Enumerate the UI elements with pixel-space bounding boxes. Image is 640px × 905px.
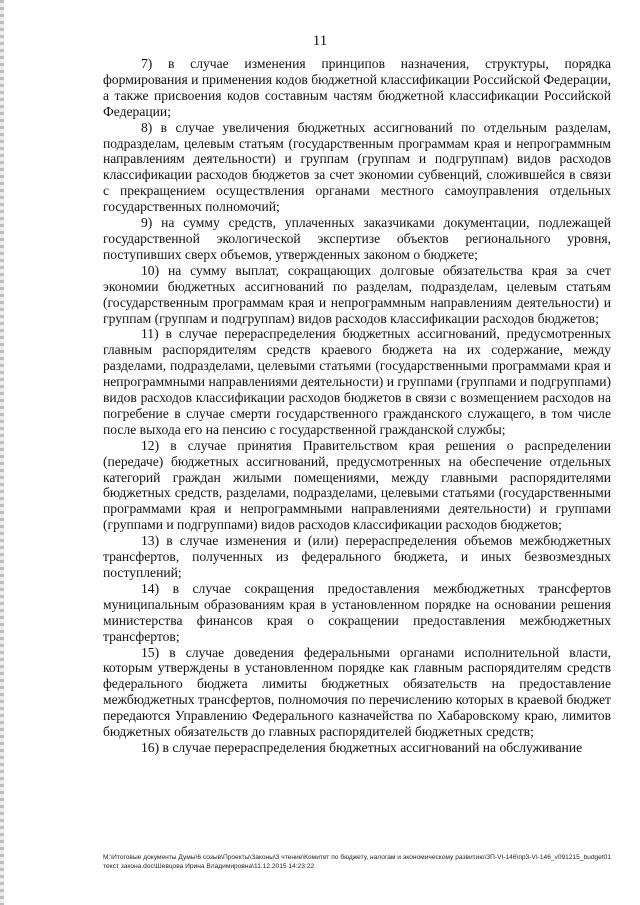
paragraph-item-10: 10) на сумму выплат, сокращающих долговые обязательства края за счет экономии бюджетных ассигнований по разделам, подразделам, целевым статьям (государственным программам края и непрограммным направлениям деятельности) и группам (группам и подгруппам) видов расходов классификации расходов бюджетов; bbox=[103, 262, 611, 326]
paragraph-item-11: 11) в случае перераспределения бюджетных ассигнований, предусмотренных главным распорядителям средств краевого бюджета на их содержание, между разделами, подразделами, целевыми статьями (государственными программами края и непрограммными направлениями деятельности) и группами (группами и подгруппами) видов расходов классификации расходов бюджетов в связи с возмещением расходов на погребение в случае смерти государственного гражданского служащего, в том числе после выхода его на пенсию с государственной гражданской службы; bbox=[103, 326, 611, 437]
paragraph-item-7: 7) в случае изменения принципов назначения, структуры, порядка формирования и применения кодов бюджетной классификации Российской Федерации, а также присвоения кодов составным частям бюджетной классификации Российской Федерации; bbox=[103, 56, 611, 119]
paragraph-item-13: 13) в случае изменения и (или) перераспределения объемов межбюджетных трансфертов, полученных из федерального бюджета, и иных безвозмездных поступлений; bbox=[103, 533, 611, 580]
paragraph-item-9: 9) на сумму средств, уплаченных заказчиками документации, подлежащей государственной экологической экспертизе объектов регионального уровня, поступивших сверх объемов, утвержденных законом о бюджете; bbox=[103, 215, 611, 262]
document-body bbox=[103, 56, 611, 756]
page-number: 11 bbox=[312, 33, 328, 49]
paragraph-item-16: 16) в случае перераспределения бюджетных ассигнований на обслуживание bbox=[141, 739, 583, 755]
file-path-footer: М:\Итоговые документы Думы\6 созыв\Проекты\Законы\3 чтение\Комитет по бюджету, налогам и экономическому развитию\ЗП-VI-146\пр3-VI-146_v091215_budget01 текст закона.doc\Шевцова Ирина Владимировна\11.12.2015 14:23:22 bbox=[103, 854, 611, 870]
paragraph-item-14: 14) в случае сокращения предоставления межбюджетных трансфертов муниципальным образованиям края в установленном порядке на основании решения министерства финансов края о сокращении предоставления межбюджетных трансфертов; bbox=[103, 580, 611, 644]
paragraph-item-12: 12) в случае принятия Правительством края решения о распределении (передаче) бюджетных ассигнований, предусмотренных на обеспечение отдельных категорий граждан жилыми помещениями, между главными распорядителями бюджетных средств, разделами, подразделами, целевыми статьями (государственными программами края и непрограммными направлениями деятельности) и группами (группами и подгруппами) видов расходов классификации расходов бюджетов; bbox=[103, 437, 611, 533]
scan-edge-decoration bbox=[0, 0, 4, 905]
paragraph-item-15: 15) в случае доведения федеральными органами исполнительной власти, которым утверждены в установленном порядке как главным распорядителям средств федерального бюджета лимиты бюджетных обязательств на предоставление межбюджетных трансфертов, полномочия по перечислению которых в краевой бюджет передаются Управлению Федерального казначейства по Хабаровскому краю, лимитов бюджетных обязательств до главных распорядителей бюджетных средств; bbox=[103, 644, 611, 740]
paragraph-item-8: 8) в случае увеличения бюджетных ассигнований по отдельным разделам, подразделам, целевым статьям (государственным программам края и непрограммным направлениям деятельности) и группам (группам и подгруппам) видов расходов классификации расходов бюджетов за счет экономии субвенций, сложившейся в связи с прекращением осуществления органами местного самоуправления отдельных государственных полномочий; bbox=[103, 119, 611, 215]
